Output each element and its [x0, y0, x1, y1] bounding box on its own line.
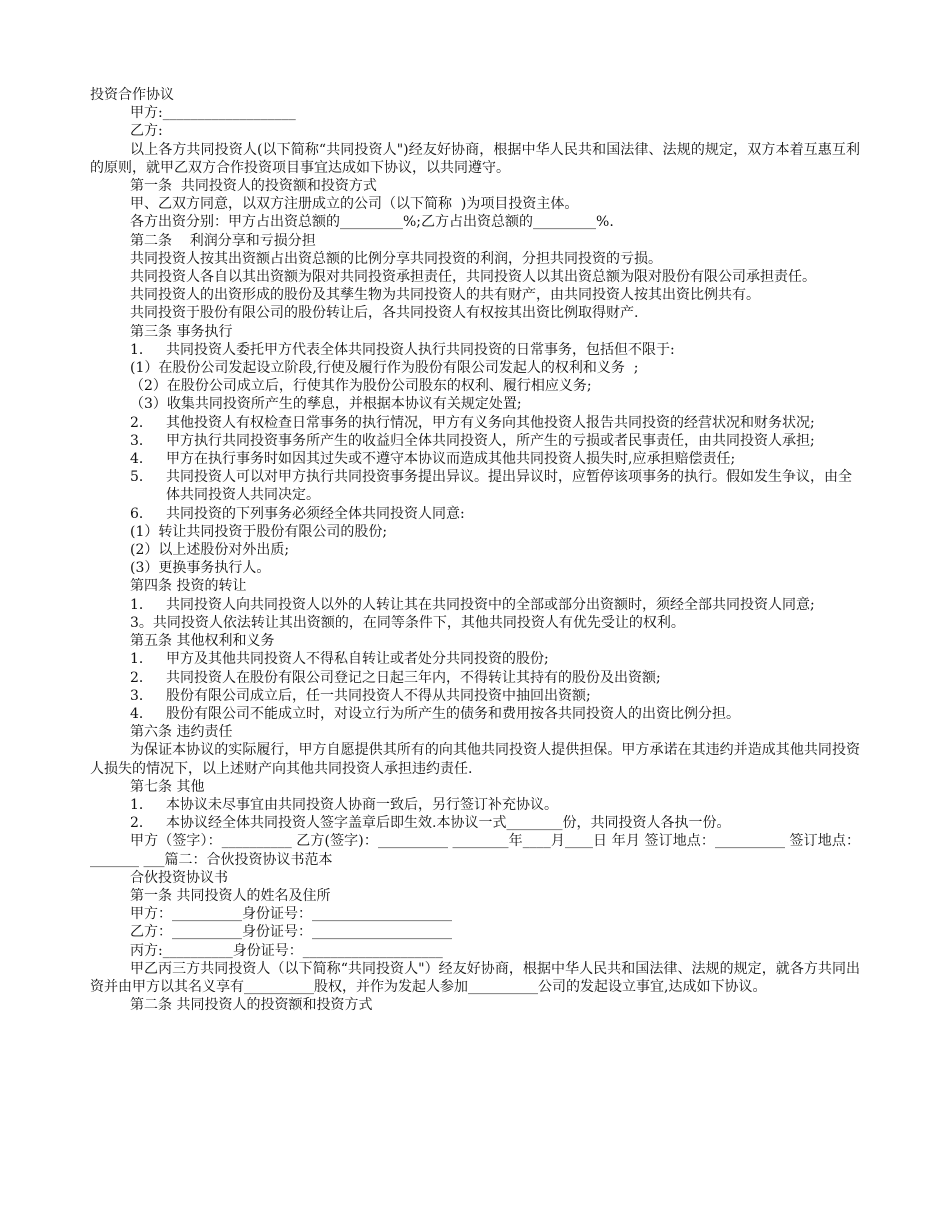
article-5-heading: 第五条 其他权利和义务	[130, 633, 275, 650]
sub-item: (1）在股份公司发起设立阶段,行使及履行作为股份有限公司发起人的权利和义务 ;	[130, 360, 639, 377]
item-text: 甲方在执行事务时如因其过失或不遵守本协议而造成其他共同投资人损失时,应承担赔偿责任;	[166, 451, 736, 468]
preamble-paragraph: 以上各方共同投资人(以下简称“共同投资人")经友好协商，根据中华人民共和国法律、法规的规定，双方本着互惠互利的原则，就甲乙双方合作投资项目事宜达成如下协议，以共同遵守。	[90, 141, 860, 176]
party-a-line: 甲方:___________________	[130, 105, 296, 122]
item-number: 3．	[130, 432, 153, 449]
item-text: 共同投资人可以对甲方执行共同投资事务提出异议。提出异议时，应暂停该项事务的执行。假如发生争议，由全体共同投资人共同决定。	[166, 469, 852, 504]
list-item	[90, 796, 860, 814]
article-2-heading: 第二条 利润分享和亏损分担	[130, 232, 316, 249]
item-number: 4．	[130, 451, 153, 468]
list-item	[90, 414, 860, 432]
item-number: 2．	[130, 815, 153, 832]
sub-item: （3）收集共同投资所产生的孳息，并根据本协议有关规定处置;	[130, 396, 522, 413]
article-2-paragraph: 共同投资人的出资形成的股份及其孳生物为共同投资人的共有财产，由共同投资人按其出资比例共有。	[130, 287, 760, 304]
party-a-line: 甲方：__________身份证号：____________________	[130, 906, 452, 923]
list-item	[90, 596, 860, 614]
item-number: 4．	[130, 705, 153, 722]
party-c-line: 丙方:__________身份证号：____________________	[130, 942, 443, 959]
doc-title: 投资合作协议	[90, 87, 174, 103]
doc2-article-1-heading: 第一条 共同投资人的姓名及住所	[130, 887, 331, 904]
article-1-heading: 第一条 共同投资人的投资额和投资方式	[130, 178, 377, 195]
list-item	[90, 687, 860, 705]
item-text: 其他投资人有权检查日常事务的执行情况，甲方有义务向其他投资人报告共同投资的经营状况和财务状况;	[166, 414, 815, 431]
item-number: 1．	[130, 651, 153, 668]
item-number: 1．	[130, 796, 153, 813]
article-6-paragraph: 为保证本协议的实际履行，甲方自愿提供其所有的向其他共同投资人提供担保。甲方承诺在其违约并造成其他共同投资人损失的情况下，以上述财产向其他共同投资人承担违约责任.	[90, 742, 860, 777]
item-text: 共同投资的下列事务必须经全体共同投资人同意:	[166, 505, 465, 522]
item-text: 共同投资人在股份有限公司登记之日起三年内，不得转让其持有的股份及出资额;	[166, 669, 661, 686]
article-2-paragraph: 共同投资于股份有限公司的股份转让后，各共同投资人有权按其出资比例取得财产.	[130, 305, 639, 322]
article-3-heading: 第三条 事务执行	[130, 323, 233, 340]
item-text: 共同投资人向共同投资人以外的人转让其在共同投资中的全部或部分出资额时，须经全部共同投资人同意;	[166, 596, 815, 613]
list-item	[90, 450, 860, 468]
article-6-heading: 第六条 违约责任	[130, 724, 233, 741]
signature-line: 甲方（签字）：__________ 乙方(签字)：__________ ________年____月____日 年月 签订地点：__________ 签订地点：_______ ___篇二：合伙投资协议书范本	[90, 833, 860, 868]
list-item	[90, 341, 860, 359]
article-2-paragraph: 共同投资人按其出资额占出资总额的比例分享共同投资的利润，分担共同投资的亏损。	[130, 250, 662, 267]
list-item: 3。共同投资人依法转让其出资额的，在同等条件下，其他共同投资人有优先受让的权利。	[130, 614, 685, 631]
item-text: 甲方及其他共同投资人不得私自转让或者处分共同投资的股份;	[166, 651, 549, 668]
item-number: 3．	[130, 687, 153, 704]
sub-item: （2）在股份公司成立后，行使其作为股份公司股东的权利、履行相应义务;	[130, 378, 592, 395]
item-number: 1．	[130, 341, 153, 358]
list-item	[90, 669, 860, 687]
list-item	[90, 650, 860, 668]
list-item	[90, 705, 860, 723]
article-1-paragraph: 甲、乙双方同意，以双方注册成立的公司（以下简称 )为项目投资主体。	[130, 196, 579, 213]
doc2-preamble-paragraph: 甲乙丙三方共同投资人（以下简称“共同投资人"）经友好协商，根据中华人民共和国法律、法规的规定，就各方共同出资并由甲方以其名义享有__________股权，并作为发起人参加__________公司的发起设立事宜,达成如下协议。	[90, 960, 860, 995]
list-item	[90, 468, 860, 504]
list-item	[90, 505, 860, 523]
item-text: 甲方执行共同投资事务所产生的收益归全体共同投资人，所产生的亏损或者民事责任，由共同投资人承担;	[166, 432, 815, 449]
sub-item: (3）更换事务执行人。	[130, 560, 271, 577]
item-text: 股份有限公司成立后，任一共同投资人不得从共同投资中抽回出资额;	[166, 687, 591, 704]
doc2-article-2-heading: 第二条 共同投资人的投资额和投资方式	[130, 997, 373, 1014]
article-2-paragraph: 共同投资人各自以其出资额为限对共同投资承担责任，共同投资人以其出资总额为限对股份有限公司承担责任。	[130, 269, 816, 286]
item-number: 5．	[130, 469, 153, 486]
article-7-heading: 第七条 其他	[130, 778, 205, 795]
item-text: 共同投资人委托甲方代表全体共同投资人执行共同投资的日常事务，包括但不限于:	[166, 341, 675, 358]
doc2-title: 合伙投资协议书	[130, 869, 228, 886]
item-text: 股份有限公司不能成立时，对设立行为所产生的债务和费用按各共同投资人的出资比例分担。	[166, 705, 740, 722]
article-1-paragraph: 各方出资分别：甲方占出资总额的_________%;乙方占出资总额的_________%.	[130, 214, 614, 231]
party-b-line: 乙方:	[130, 123, 163, 140]
item-number: 2．	[130, 669, 153, 686]
article-4-heading: 第四条 投资的转让	[130, 578, 247, 595]
item-text: 本协议未尽事宜由共同投资人协商一致后，另行签订补充协议。	[166, 796, 558, 813]
sub-item: (2）以上述股份对外出质;	[130, 542, 290, 559]
item-number: 2．	[130, 414, 153, 431]
item-number: 6．	[130, 505, 153, 522]
item-number: 1．	[130, 596, 153, 613]
list-item	[90, 432, 860, 450]
item-text: 本协议经全体共同投资人签字盖章后即生效.本协议一式________份，共同投资人各执一份。	[166, 815, 731, 832]
party-b-line: 乙方：__________身份证号：____________________	[130, 924, 452, 941]
sub-item: (1）转让共同投资于股份有限公司的股份;	[130, 523, 388, 540]
list-item	[90, 814, 860, 832]
